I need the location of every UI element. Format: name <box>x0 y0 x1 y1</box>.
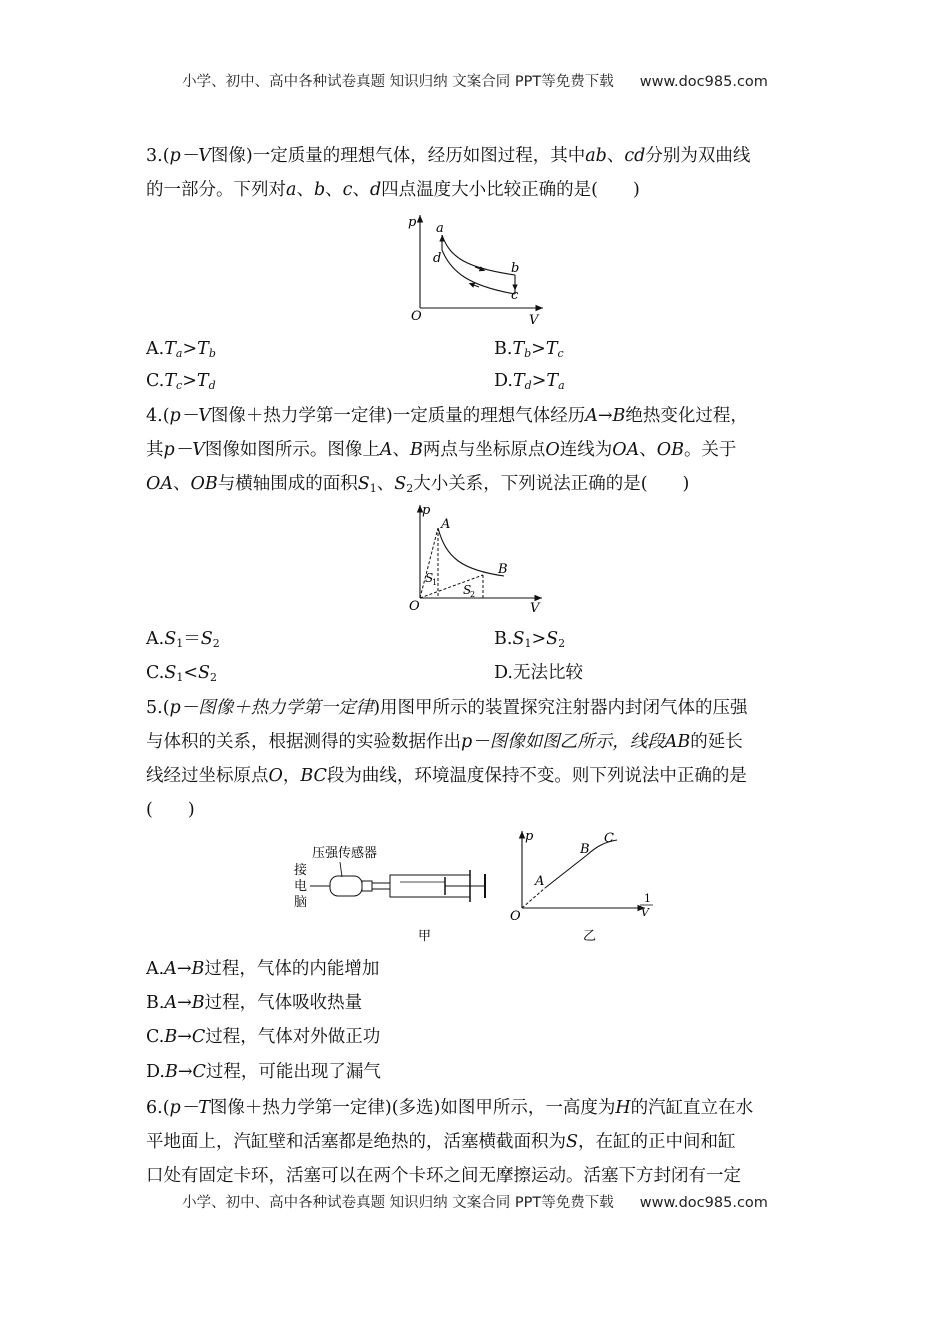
q5-label-jie: 接 <box>294 863 308 878</box>
q4-option-b[interactable]: $B.S_1>S_2$ <box>494 629 566 650</box>
q3-label-O: O <box>411 309 422 324</box>
q5-label-O: O <box>510 909 521 924</box>
q3-curve-ab <box>442 235 515 275</box>
q5-option-a[interactable]: A.A→B过程，气体的内能增加 <box>146 959 380 979</box>
q3-label-c: c <box>511 288 519 303</box>
header-text: 小学、初中、高中各种试卷真题 知识归纳 文案合同 PPT等免费下载 <box>182 74 614 90</box>
q5-figure-b <box>505 828 665 948</box>
q3-option-a[interactable]: $A.T_a>T_b$ <box>146 339 216 360</box>
q6-line-2: 平地面上，汽缸壁和活塞都是绝热的，活塞横截面积为S，在缸的正中间和缸 <box>146 1132 736 1152</box>
q4-label-A: A <box>441 517 451 532</box>
q3-label-d: d <box>433 251 442 266</box>
q4-line-1: 4.(p－V图像＋热力学第一定律)一定质量的理想气体经历A→B绝热变化过程， <box>146 406 748 426</box>
q5-line-4: ( ) <box>146 800 195 820</box>
q4-label-O: O <box>409 599 420 614</box>
q4-line-OA <box>420 528 438 598</box>
q3-figure <box>395 210 555 330</box>
q5-sensor-body <box>330 876 362 896</box>
footer-site: www.doc985.com <box>639 1195 768 1211</box>
q5-caption-a: 甲 <box>418 929 432 944</box>
q4-option-c[interactable]: $C.S_1<S_2$ <box>146 663 218 684</box>
q4-label-S2: S <box>463 583 472 597</box>
q5-option-d[interactable]: D.B→C过程，可能出现了漏气 <box>146 1062 381 1082</box>
q5-connector <box>362 881 372 891</box>
q4-label-p: p <box>422 503 431 518</box>
q3-option-b[interactable]: $B.T_b>T_c$ <box>494 339 564 360</box>
q5-sensor-leader <box>340 862 342 877</box>
q5-label-dian: 电 <box>294 879 308 894</box>
q5-label-C: C <box>604 831 614 846</box>
q3-label-V: V <box>529 313 539 328</box>
q5-extension-OA <box>522 888 545 908</box>
q4-label-S1: S <box>425 571 434 585</box>
q5-label-B: B <box>580 842 590 857</box>
q5-figure-a <box>290 842 495 947</box>
q3-label-p: p <box>408 215 417 230</box>
q6-line-1: 6.(p－T图像＋热力学第一定律)(多选)如图甲所示，一高度为H的汽缸直立在水 <box>146 1098 754 1118</box>
q3-label-b: b <box>511 261 520 276</box>
q5-label-nao: 脑 <box>294 895 308 910</box>
q5-line-2: 与体积的关系，根据测得的实验数据作出p－图像如图乙所示，线段AB的延长 <box>146 732 743 752</box>
q3-line-1: 3.(p－V图像)一定质量的理想气体，经历如图过程，其中ab、cd分别为双曲线 <box>146 146 751 166</box>
q5-option-c[interactable]: C.B→C过程，气体对外做正功 <box>146 1027 381 1047</box>
q5-frac-den: V <box>641 906 649 919</box>
q4-line-2: 其p－V图像如图所示。图像上A、B两点与坐标原点O连线为OA、OB。关于 <box>146 440 737 460</box>
page-header <box>0 70 950 91</box>
page-footer <box>0 1191 950 1212</box>
q4-label-V: V <box>530 601 540 615</box>
q4-option-a[interactable]: $A.S_1=S_2$ <box>146 629 220 650</box>
q3-line-2: 的一部分。下列对a、b、c、d四点温度大小比较正确的是( ) <box>146 180 640 200</box>
q5-label-p: p <box>525 829 534 844</box>
q6-line-3: 口处有固定卡环，活塞可以在两个卡环之间无摩擦运动。活塞下方封闭有一定 <box>146 1166 741 1186</box>
q3-curve-dc <box>442 250 515 294</box>
q5-sensor-label: 压强传感器 <box>312 846 378 861</box>
q3-label-a: a <box>436 221 444 236</box>
q4-figure <box>400 500 550 615</box>
q5-caption-b: 乙 <box>583 929 597 944</box>
q4-curve-ab <box>438 528 504 576</box>
q5-segment-AB <box>545 855 587 888</box>
q5-line-3: 线经过坐标原点O，BC段为曲线，环境温度保持不变。则下列说法中正确的是 <box>146 766 747 786</box>
q4-line-3: OA、OB与横轴围成的面积$S_1$、$S_2$大小关系，下列说法正确的是( ) <box>146 474 690 495</box>
q4-option-d[interactable]: D.无法比较 <box>494 663 583 683</box>
q3-option-c[interactable]: $C.T_c>T_d$ <box>146 371 216 392</box>
q5-label-A: A <box>535 874 545 889</box>
footer-text: 小学、初中、高中各种试卷真题 知识归纳 文案合同 PPT等免费下载 <box>182 1195 614 1211</box>
q5-frac-num: 1 <box>644 892 651 905</box>
q3-option-d[interactable]: $D.T_d>T_a$ <box>494 371 565 392</box>
header-site: www.doc985.com <box>639 74 768 90</box>
q5-option-b[interactable]: B.A→B过程，气体吸收热量 <box>146 993 363 1013</box>
q4-label-B: B <box>498 562 508 577</box>
q4-label-S1-sub: 1 <box>432 578 438 587</box>
q5-line-1: 5.(p－图像＋热力学第一定律)用图甲所示的装置探究注射器内封闭气体的压强 <box>146 698 748 718</box>
q4-label-S2-sub: 2 <box>470 590 476 599</box>
